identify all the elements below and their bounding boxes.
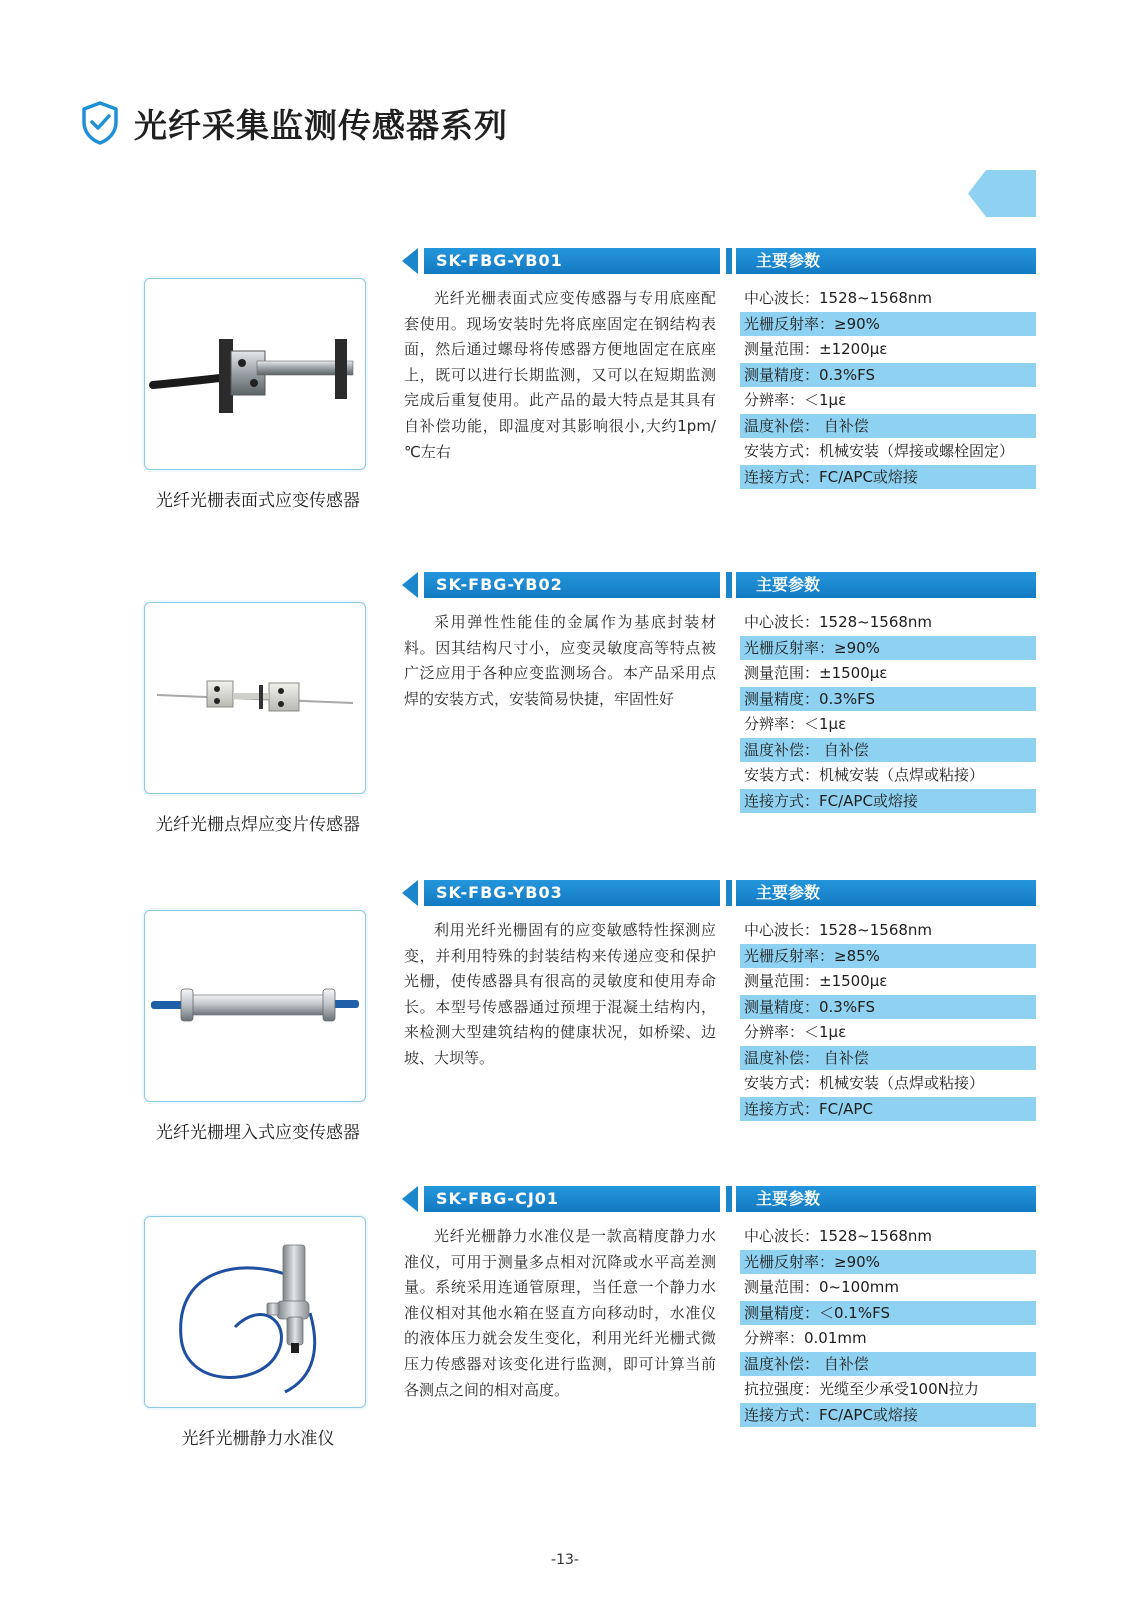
param-row: 测量范围：±1500με bbox=[744, 664, 888, 682]
param-row: 温度补偿： 自补偿 bbox=[740, 1046, 1036, 1070]
param-list bbox=[740, 1224, 1036, 1428]
corner-tab-decoration bbox=[968, 170, 1036, 217]
param-row: 测量范围：±1200με bbox=[744, 340, 888, 358]
static-level-gauge-illustration bbox=[145, 1217, 365, 1407]
product-photo bbox=[144, 910, 366, 1102]
page-title: 光纤采集监测传感器系列 bbox=[134, 105, 508, 145]
arrow-left-icon bbox=[402, 248, 418, 274]
model-header bbox=[402, 880, 720, 906]
param-row: 中心波长：1528~1568nm bbox=[744, 1227, 933, 1245]
param-header-label: 主要参数 bbox=[736, 248, 1036, 274]
model-name: SK-FBG-YB02 bbox=[424, 572, 720, 598]
param-header-label: 主要参数 bbox=[736, 1186, 1036, 1212]
param-row: 连接方式：FC/APC bbox=[740, 1097, 1036, 1121]
param-row: 温度补偿： 自补偿 bbox=[740, 738, 1036, 762]
param-row: 分辨率：＜1με bbox=[744, 715, 847, 733]
param-row: 测量精度：0.3%FS bbox=[740, 687, 1036, 711]
product-photo bbox=[144, 1216, 366, 1408]
model-header bbox=[402, 248, 720, 274]
model-header bbox=[402, 572, 720, 598]
param-row: 测量范围：±1500με bbox=[744, 972, 888, 990]
product-description: 利用光纤光栅固有的应变敏感特性探测应变，并利用特殊的封装结构来传递应变和保护光栅，使传感器具有很高的灵敏度和使用寿命长。本型号传感器通过预埋于混凝土结构内，来检测大型建筑结构的健康状况，如桥梁、边坡、大坝等。 bbox=[404, 921, 716, 1067]
param-row: 温度补偿： 自补偿 bbox=[740, 1352, 1036, 1376]
product-caption: 光纤光栅静力水准仪 bbox=[181, 1429, 335, 1449]
param-row: 测量精度：＜0.1%FS bbox=[740, 1301, 1036, 1325]
param-row: 测量精度：0.3%FS bbox=[740, 363, 1036, 387]
product-section-yb02 bbox=[0, 572, 1130, 835]
param-row: 安装方式：机械安装（点焊或粘接） bbox=[744, 1074, 985, 1092]
param-row: 安装方式：机械安装（焊接或螺栓固定） bbox=[744, 442, 1015, 460]
param-row: 分辨率：＜1με bbox=[744, 1023, 847, 1041]
param-header bbox=[726, 572, 1036, 598]
surface-strain-sensor-illustration bbox=[145, 279, 365, 469]
param-row: 连接方式：FC/APC或熔接 bbox=[740, 1403, 1036, 1427]
param-row: 中心波长：1528~1568nm bbox=[744, 613, 933, 631]
param-header-stripe bbox=[726, 572, 732, 598]
product-photo bbox=[144, 278, 366, 470]
arrow-left-icon bbox=[402, 1186, 418, 1212]
param-row: 分辨率：0.01mm bbox=[744, 1329, 867, 1347]
param-row: 光栅反射率：≥90% bbox=[740, 1250, 1036, 1274]
model-header bbox=[402, 1186, 720, 1212]
arrow-left-icon bbox=[402, 572, 418, 598]
param-list bbox=[740, 286, 1036, 490]
product-section-yb03 bbox=[0, 880, 1130, 1143]
param-row: 中心波长：1528~1568nm bbox=[744, 921, 933, 939]
param-row: 温度补偿： 自补偿 bbox=[740, 414, 1036, 438]
param-list bbox=[740, 610, 1036, 814]
param-header-label: 主要参数 bbox=[736, 880, 1036, 906]
param-row: 连接方式：FC/APC或熔接 bbox=[740, 465, 1036, 489]
model-name: SK-FBG-YB03 bbox=[424, 880, 720, 906]
product-caption: 光纤光栅埋入式应变传感器 bbox=[156, 1123, 360, 1143]
param-row: 分辨率：＜1με bbox=[744, 391, 847, 409]
embedded-strain-sensor-illustration bbox=[145, 911, 365, 1101]
page-number: -13- bbox=[551, 1552, 579, 1568]
param-header-label: 主要参数 bbox=[736, 572, 1036, 598]
param-list bbox=[740, 918, 1036, 1122]
param-row: 光栅反射率：≥85% bbox=[740, 944, 1036, 968]
param-row: 安装方式：机械安装（点焊或粘接） bbox=[744, 766, 985, 784]
param-row: 连接方式：FC/APC或熔接 bbox=[740, 789, 1036, 813]
product-section-cj01 bbox=[0, 1186, 1130, 1449]
model-name: SK-FBG-YB01 bbox=[424, 248, 720, 274]
product-description: 光纤光栅静力水准仪是一款高精度静力水准仪，可用于测量多点相对沉降或水平高差测量。系统采用连通管原理，当任意一个静力水准仪相对其他水箱在竖直方向移动时，水准仪的液体压力就会发生变化，利用光纤光栅式微压力传感器对该变化进行监测，即可计算当前各测点之间的相对高度。 bbox=[404, 1227, 716, 1399]
model-name: SK-FBG-CJ01 bbox=[424, 1186, 720, 1212]
product-photo bbox=[144, 602, 366, 794]
product-description: 光纤光栅表面式应变传感器与专用底座配套使用。现场安装时先将底座固定在钢结构表面，然后通过螺母将传感器方便地固定在底座上，既可以进行长期监测，又可以在短期监测完成后重复使用。此产品的最大特点是其具有自补偿功能，即温度对其影响很小,大约1pm/℃左右 bbox=[404, 289, 716, 461]
page-header bbox=[80, 98, 508, 148]
param-header-stripe bbox=[726, 880, 732, 906]
arrow-left-icon bbox=[402, 880, 418, 906]
param-header bbox=[726, 880, 1036, 906]
param-row: 测量范围：0~100mm bbox=[744, 1278, 899, 1296]
product-section-yb01 bbox=[0, 248, 1130, 511]
spot-weld-strain-gauge-illustration bbox=[145, 603, 365, 793]
param-header bbox=[726, 248, 1036, 274]
param-header-stripe bbox=[726, 1186, 732, 1212]
param-header bbox=[726, 1186, 1036, 1212]
param-row: 测量精度：0.3%FS bbox=[740, 995, 1036, 1019]
param-row: 抗拉强度：光缆至少承受100N拉力 bbox=[744, 1380, 979, 1398]
product-caption: 光纤光栅表面式应变传感器 bbox=[156, 491, 360, 511]
product-description: 采用弹性性能佳的金属作为基底封装材料。因其结构尺寸小，应变灵敏度高等特点被广泛应用于各种应变监测场合。本产品采用点焊的安装方式，安装简易快捷，牢固性好 bbox=[404, 613, 716, 708]
param-header-stripe bbox=[726, 248, 732, 274]
param-row: 光栅反射率：≥90% bbox=[740, 636, 1036, 660]
shield-check-icon bbox=[80, 100, 120, 146]
product-caption: 光纤光栅点焊应变片传感器 bbox=[156, 815, 360, 835]
param-row: 光栅反射率：≥90% bbox=[740, 312, 1036, 336]
param-row: 中心波长：1528~1568nm bbox=[744, 289, 933, 307]
